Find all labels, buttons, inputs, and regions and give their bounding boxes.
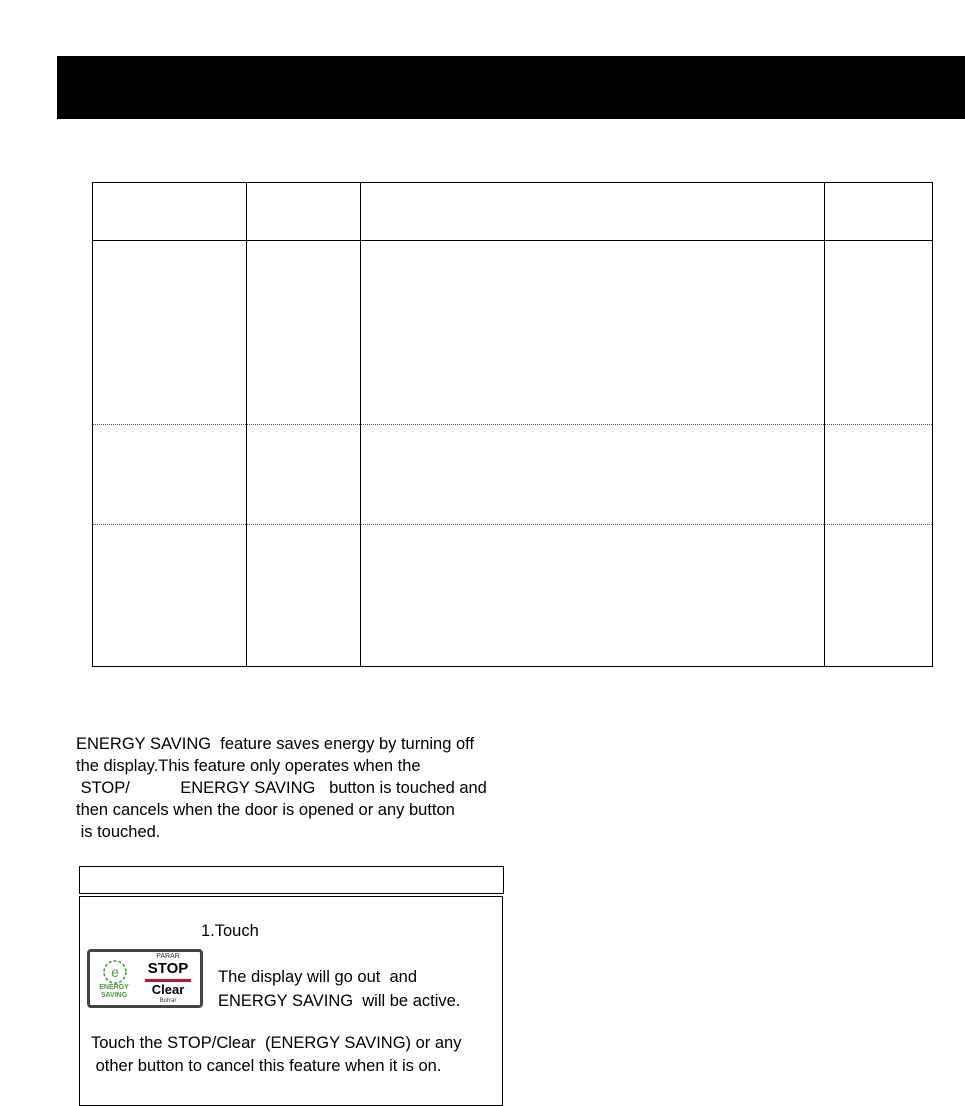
result-text bbox=[218, 965, 460, 1013]
cancel-instructions bbox=[91, 1032, 461, 1078]
result-line: ENERGY SAVING will be active. bbox=[218, 992, 461, 1010]
feature-table bbox=[92, 182, 933, 667]
description-line: the display.This feature only operates when the bbox=[76, 757, 421, 775]
description-line: then cancels when the door is opened or any button bbox=[76, 801, 455, 819]
step-label: 1.Touch bbox=[201, 922, 259, 940]
svg-text:e: e bbox=[111, 964, 119, 980]
example-box bbox=[79, 896, 503, 1106]
table-row-divider bbox=[93, 524, 932, 525]
stop-label: STOP bbox=[147, 960, 189, 977]
energy-saving-description bbox=[76, 733, 536, 843]
stop-clear-energy-saving-button[interactable] bbox=[87, 949, 203, 1008]
parar-label: PARAR bbox=[156, 953, 180, 960]
result-line: The display will go out and bbox=[218, 968, 418, 986]
section-header-bar bbox=[57, 56, 965, 119]
example-title-box bbox=[79, 866, 504, 894]
description-line: STOP/ ENERGY SAVING button is touched and bbox=[76, 779, 487, 797]
table-header-divider bbox=[93, 240, 932, 241]
cancel-line: other button to cancel this feature when it is on. bbox=[91, 1057, 442, 1075]
eco-label bbox=[94, 984, 134, 1000]
description-line: ENERGY SAVING feature saves energy by turning off bbox=[76, 735, 475, 753]
clear-label: Clear bbox=[151, 982, 185, 997]
eco-label-line: SAVING bbox=[100, 992, 128, 999]
borrar-label: Borrar bbox=[159, 998, 177, 1004]
cancel-line: Touch the STOP/Clear (ENERGY SAVING) or any bbox=[91, 1034, 462, 1052]
leaf-e-icon bbox=[99, 958, 131, 986]
table-row-divider bbox=[93, 424, 932, 425]
eco-label-line: ENERGY bbox=[99, 984, 129, 991]
description-line: is touched. bbox=[76, 823, 161, 841]
